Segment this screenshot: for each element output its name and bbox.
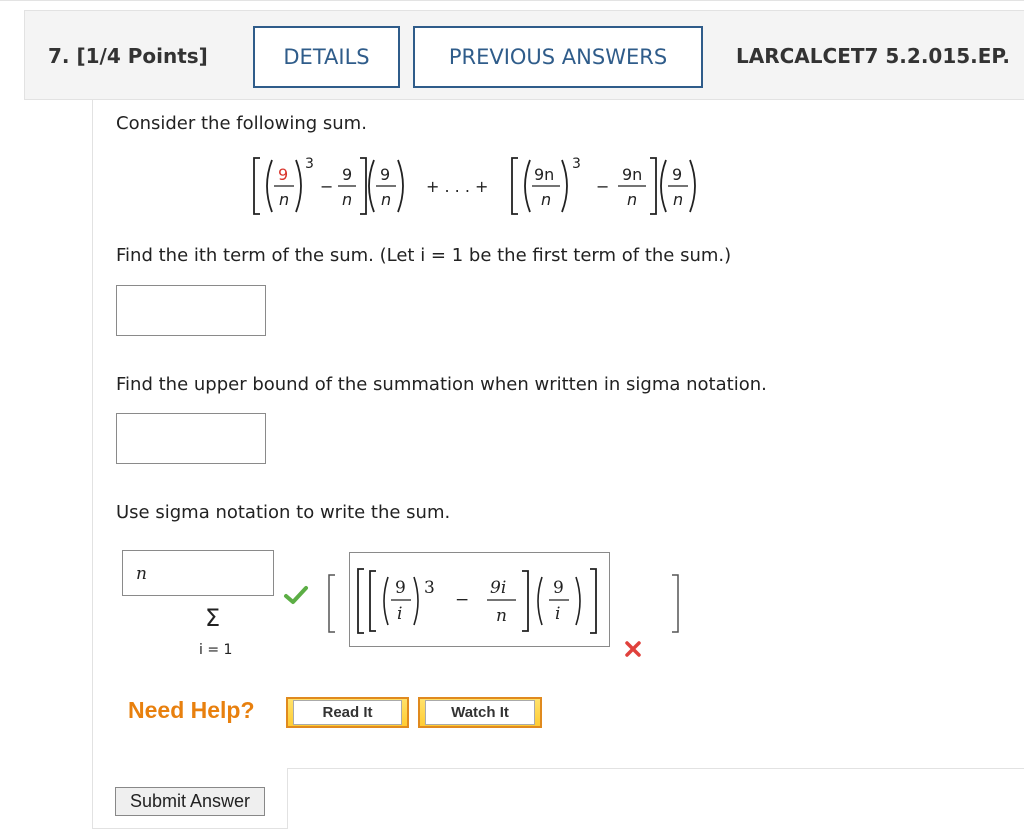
last-mult-num: 9 [672, 165, 683, 184]
last-mult-den: n [673, 190, 684, 209]
sum-ellipsis: + . . . + [426, 177, 489, 196]
first-minus-den: n [342, 190, 353, 209]
bottom-divider-lower [92, 828, 288, 829]
term-frac3-den: i [555, 604, 561, 624]
last-minus-num: 9n [622, 165, 643, 184]
last-frac-den: n [541, 190, 552, 209]
upper-bound-input[interactable] [116, 413, 266, 464]
top-divider [0, 0, 1024, 1]
last-frac-num: 9n [534, 165, 555, 184]
term-frac1-num: 9 [395, 578, 406, 598]
sigma-lower-bound: i = 1 [199, 642, 233, 658]
bottom-divider-vertical [287, 768, 288, 828]
term-power: 3 [424, 578, 435, 598]
first-mult-den: n [381, 190, 392, 209]
first-frac-num: 9 [278, 165, 289, 184]
sum-term-input[interactable] [349, 552, 610, 647]
part2-question: Find the upper bound of the summation when written in sigma notation. [116, 374, 767, 395]
first-power: 3 [305, 156, 314, 172]
question-number: 7. [1/4 Points] [48, 44, 208, 68]
first-frac-den: n [279, 190, 290, 209]
svg-text:−: − [320, 177, 334, 196]
sigma-symbol: Σ [205, 604, 221, 632]
need-help-label: Need Help? [128, 697, 255, 723]
watch-it-label: Watch It [425, 700, 535, 725]
read-it-label: Read It [293, 700, 402, 725]
sigma-upper-bound-value: n [136, 564, 147, 584]
svg-text:−: − [596, 177, 610, 196]
term-frac2-den: n [496, 606, 507, 626]
first-minus-num: 9 [342, 165, 353, 184]
first-mult-num: 9 [380, 165, 391, 184]
sigma-upper-bound-input[interactable] [122, 550, 274, 596]
part1-question: Find the ith term of the sum. (Let i = 1 be the first term of the sum.) [116, 245, 732, 266]
part3-question: Use sigma notation to write the sum. [116, 502, 451, 523]
sum-expression [250, 150, 750, 222]
tab-previous-answers[interactable]: PREVIOUS ANSWERS [413, 26, 703, 88]
question-body-border [92, 100, 93, 828]
bottom-divider [287, 768, 1024, 769]
question-source: LARCALCET7 5.2.015.EP. [736, 44, 1011, 68]
term-frac2-num: 9i [490, 578, 507, 598]
term-frac3-num: 9 [553, 578, 564, 598]
read-it-button[interactable] [286, 697, 409, 728]
last-minus-den: n [627, 190, 638, 209]
watch-it-button[interactable] [418, 697, 542, 728]
submit-answer-button[interactable]: Submit Answer [115, 787, 265, 816]
checkmark-icon [283, 585, 309, 605]
term-frac1-den: i [397, 604, 403, 624]
incorrect-x-icon [624, 640, 642, 658]
sum-term-math [350, 553, 609, 646]
prompt-text: Consider the following sum. [116, 113, 367, 134]
ith-term-input[interactable] [116, 285, 266, 336]
tab-details[interactable]: DETAILS [253, 26, 400, 88]
term-minus: − [455, 590, 470, 610]
last-power: 3 [572, 156, 581, 172]
